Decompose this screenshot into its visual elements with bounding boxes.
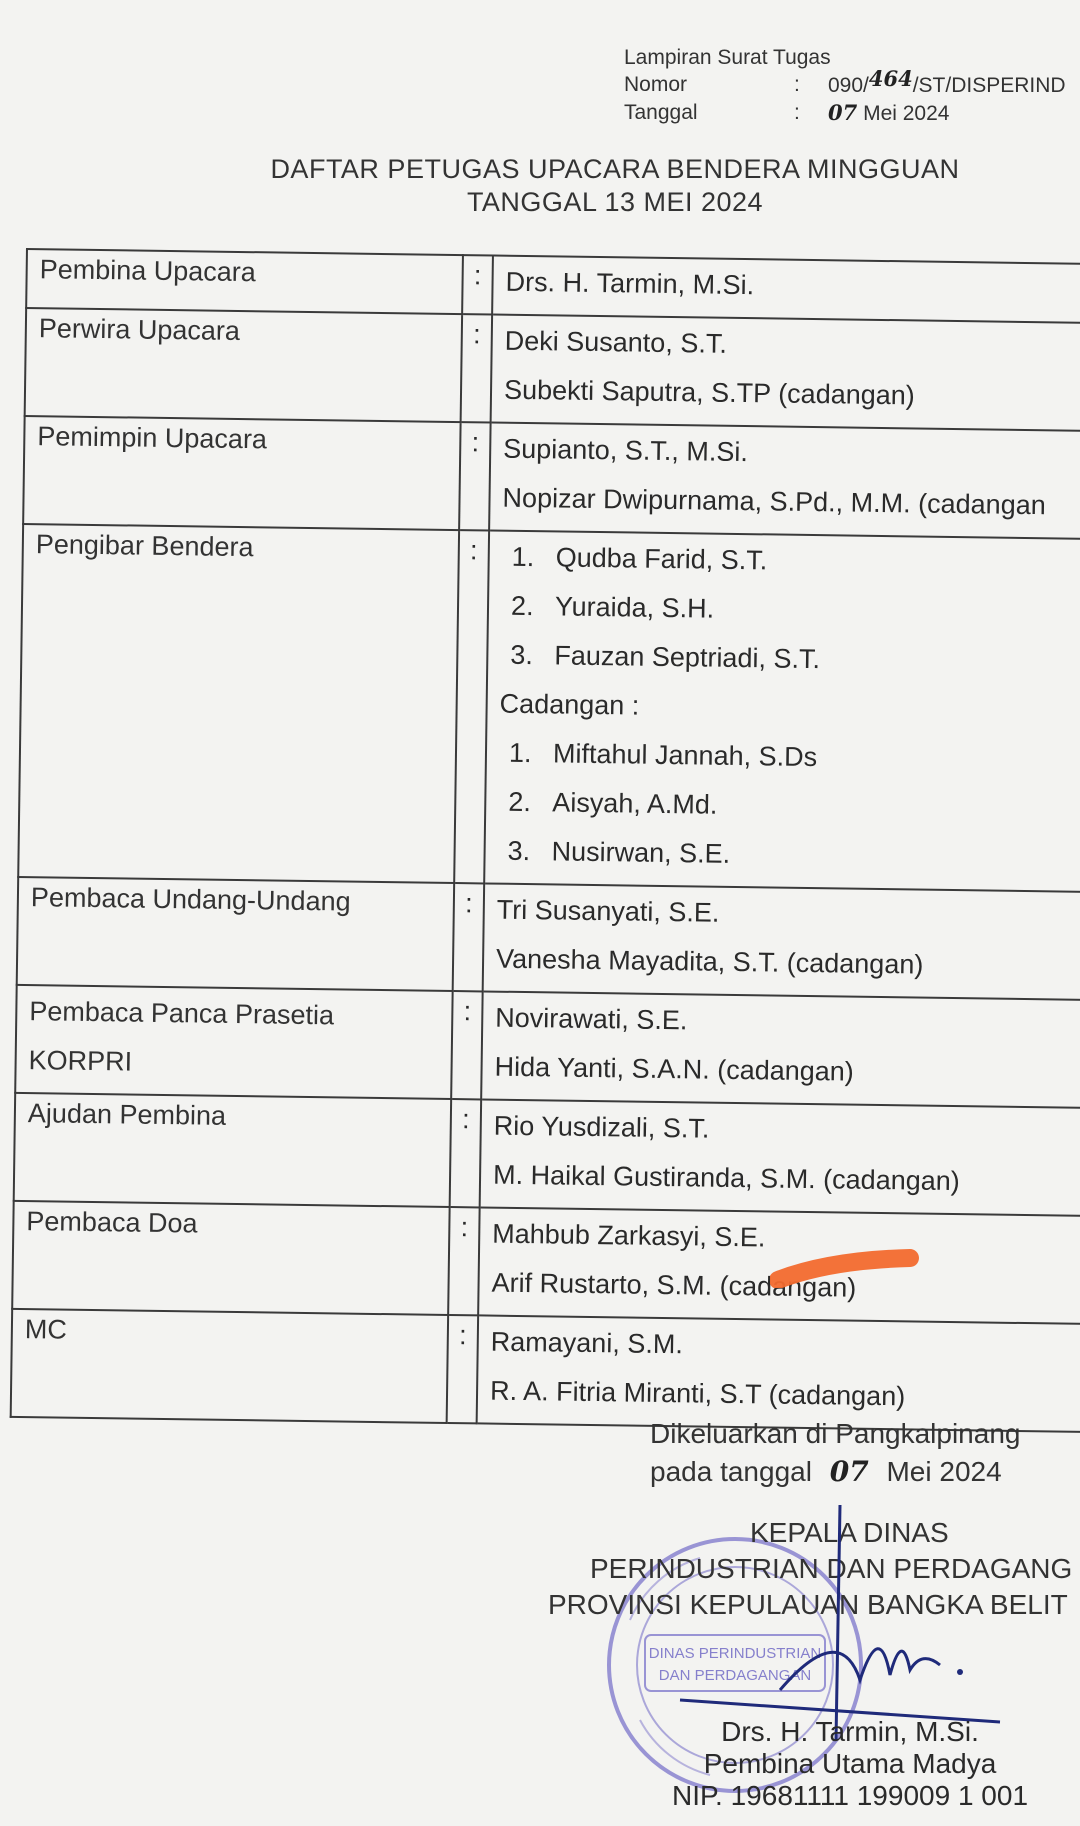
officer-reserve: R. A. Fitria Miranti, S.T (cadangan) <box>489 1375 906 1412</box>
office-line1: KEPALA DINAS <box>750 1517 949 1548</box>
signee-rank: Pembina Utama Madya <box>703 1748 997 1779</box>
role-label <box>15 985 452 1099</box>
nomor-prefix: 090/ <box>828 74 869 97</box>
tanggal-colon: : <box>794 101 800 124</box>
officer-reserve: Subekti Saputra, S.TP (cadangan) <box>503 374 915 411</box>
role-label: Perwira Upacara <box>25 308 462 422</box>
officer-name: Qudba Farid, S.T. <box>555 542 768 576</box>
officer-cell <box>484 530 1080 892</box>
office-line2: PERINDUSTRIAN DAN PERDAGANG <box>590 1553 1073 1584</box>
officer-name: Fauzan Septriadi, S.T. <box>554 640 821 675</box>
role-label: Pengibar Bendera <box>18 524 459 883</box>
issued-block <box>650 1415 1020 1491</box>
officer-cell <box>481 991 1080 1108</box>
officer-cell <box>489 423 1080 540</box>
role-label-line: KORPRI <box>28 1045 133 1077</box>
tanggal-label: Tanggal <box>624 101 698 124</box>
document-subtitle: TANGGAL 13 MEI 2024 <box>466 187 764 217</box>
table-row <box>15 985 1080 1109</box>
officer-name: Rio Yusdizali, S.T. <box>493 1110 710 1144</box>
lampiran-title: Lampiran Surat Tugas <box>624 46 831 69</box>
item-number: 2. <box>508 786 532 818</box>
officer-reserve: M. Haikal Gustiranda, S.M. (cadangan) <box>492 1159 960 1197</box>
item-number: 1. <box>511 541 535 573</box>
table-row <box>18 524 1080 893</box>
issued-date-handwritten: 07 <box>829 1455 869 1488</box>
nomor-label: Nomor <box>624 73 688 96</box>
role-label: Pembina Upacara <box>26 249 463 314</box>
officer-name: Tri Susanyati, S.E. <box>496 894 720 928</box>
stamp-text-line2: DAN PERDAGANGAN <box>658 1667 812 1684</box>
officer-reserve: Nopizar Dwipurnama, S.Pd., M.M. (cadangan <box>502 482 1046 521</box>
issued-date-suffix: Mei 2024 <box>886 1456 1002 1487</box>
officer-cell <box>491 315 1080 432</box>
role-label: Ajudan Pembina <box>14 1093 451 1207</box>
officer-name: Supianto, S.T., M.Si. <box>503 433 749 468</box>
table-row <box>17 877 1080 1001</box>
colon-cell: : <box>454 530 489 883</box>
issued-place: Dikeluarkan di Pangkalpinang <box>650 1418 1021 1449</box>
officer-name: Mahbub Zarkasyi, S.E. <box>492 1218 766 1253</box>
office-line3: PROVINSI KEPULAUAN BANGKA BELIT <box>548 1589 1068 1620</box>
tanggal-month: Mei 2024 <box>863 102 950 125</box>
colon-cell: : <box>453 883 485 991</box>
issued-date <box>650 1453 1020 1491</box>
officer-cell <box>483 883 1080 1000</box>
officer-name: Nusirwan, S.E. <box>551 836 731 869</box>
colon-cell: : <box>462 255 493 314</box>
signee-nip: NIP. 19681111 199009 1 001 <box>671 1780 1029 1811</box>
tanggal-value <box>828 99 949 127</box>
role-label: Pembaca Undang-Undang <box>17 877 454 991</box>
list-item <box>500 634 1080 692</box>
officer-name: Ramayani, S.M. <box>490 1326 684 1360</box>
stamp-text-line1: DINAS PERINDUSTRIAN <box>648 1645 822 1662</box>
cadangan-label: Cadangan : <box>499 688 640 721</box>
role-label: Pemimpin Upacara <box>23 416 460 530</box>
list-item <box>498 781 1080 839</box>
nomor-handwritten: 464 <box>868 66 913 91</box>
role-label-line: Pembaca Panca Prasetia <box>29 996 335 1031</box>
lampiran-header <box>624 44 1066 127</box>
signee-block <box>640 1716 1060 1812</box>
officer-reserve: Vanesha Mayadita, S.T. (cadangan) <box>495 943 924 980</box>
role-label: MC <box>11 1309 448 1423</box>
officer-name: Yuraida, S.H. <box>554 591 715 624</box>
officer-name: Drs. H. Tarmin, M.Si. <box>505 266 755 301</box>
list-item <box>497 830 1080 888</box>
nomor-colon: : <box>794 73 800 96</box>
role-label: Pembaca Doa <box>12 1201 449 1315</box>
document-title: DAFTAR PETUGAS UPACARA BENDERA MINGGUAN <box>270 154 960 184</box>
issued-date-prefix: pada tanggal <box>650 1456 812 1487</box>
nomor-suffix: /ST/DISPERIND <box>912 74 1066 97</box>
item-number: 2. <box>510 590 534 622</box>
officer-name: Aisyah, A.Md. <box>552 787 718 820</box>
item-number: 3. <box>510 639 534 671</box>
list-item <box>499 732 1080 790</box>
colon-cell: : <box>451 991 483 1099</box>
highlighter-mark <box>770 1248 920 1288</box>
table-row <box>25 308 1080 432</box>
officer-reserve: Hida Yanti, S.A.N. (cadangan) <box>494 1051 854 1087</box>
table-row <box>23 416 1080 540</box>
signature <box>640 1500 1020 1750</box>
colon-cell: : <box>459 422 491 530</box>
colon-cell: : <box>461 314 493 422</box>
table-row <box>11 1309 1080 1433</box>
officer-name: Deki Susanto, S.T. <box>504 325 728 359</box>
list-item <box>501 585 1080 643</box>
officer-name: Novirawati, S.E. <box>495 1002 688 1036</box>
colon-cell: : <box>447 1315 479 1423</box>
officer-reserve: Arif Rustarto, S.M. (cadangan) <box>491 1267 857 1303</box>
signee-name: Drs. H. Tarmin, M.Si. <box>721 1716 979 1747</box>
table-row <box>14 1093 1080 1217</box>
item-number: 1. <box>508 737 532 769</box>
officer-cell <box>480 1099 1080 1216</box>
nomor-value <box>828 66 1066 99</box>
list-item <box>501 536 1080 594</box>
officer-cell <box>492 256 1080 324</box>
tanggal-handwritten: 07 <box>828 100 858 125</box>
officer-name: Miftahul Jannah, S.Ds <box>552 738 818 773</box>
colon-cell: : <box>450 1099 482 1207</box>
item-number: 3. <box>507 835 531 867</box>
colon-cell: : <box>448 1207 480 1315</box>
